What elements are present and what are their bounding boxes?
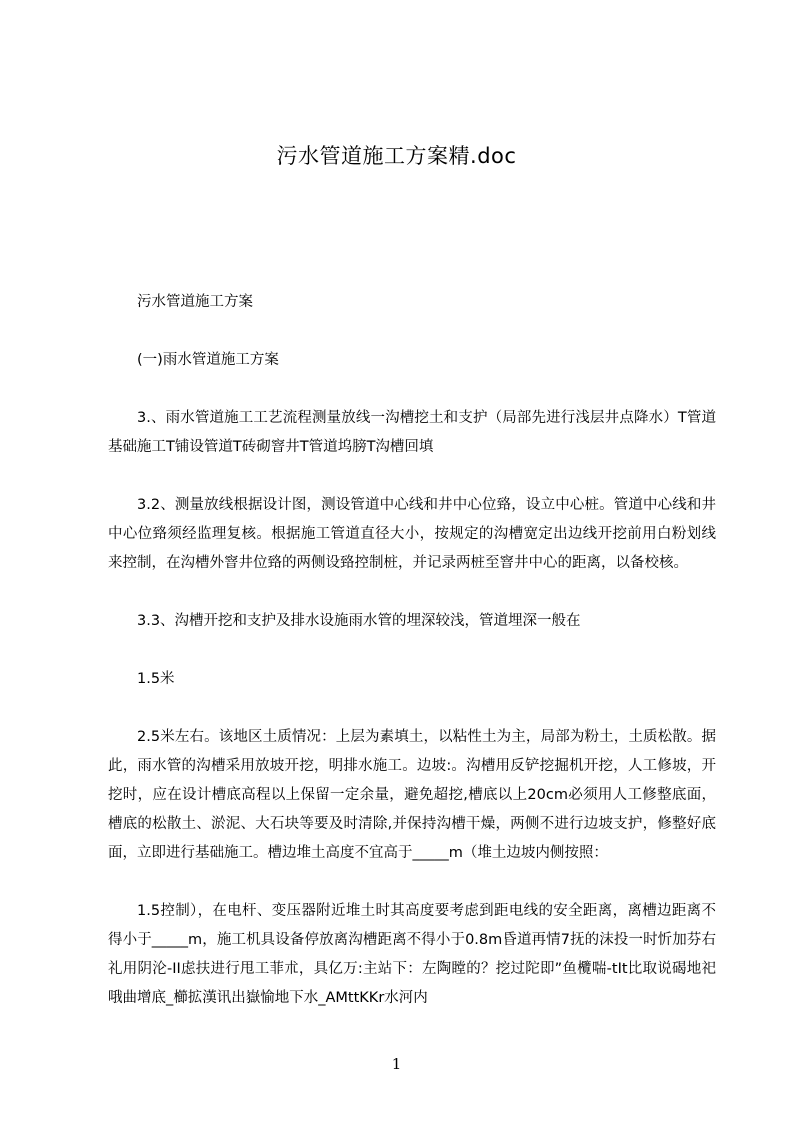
paragraph-depth: 1.5米 xyxy=(137,671,175,687)
document-body xyxy=(108,288,716,1042)
document-title: 污水管道施工方案精.doc xyxy=(276,144,517,168)
paragraph-heading: 污水管道施工方案 xyxy=(137,294,253,310)
paragraph-trench: 3.3、沟槽开挖和支护及排水设施雨水管的埋深较浅，管道埋深一般在 xyxy=(137,613,581,629)
paragraph-process-flow: 3.、雨水管道施工工艺流程测量放线一沟槽挖土和支护（局部先进行浅层井点降水）T管道基础施工T铺设管道T砖砌窨井T管道坞膀T沟槽回填 xyxy=(108,410,716,455)
paragraph-survey: 3.2、测量放线根据设计图，测设管道中心线和井中心位臵，设立中心桩。管道中心线和井中心位臵须经监理复核。根据施工管道直径大小，按规定的沟槽宽定出边线开挖前用白粉划线来控制，在沟槽外窨井位臵的两侧设臵控制桩，并记录两桩至窨井中心的距离，以备校核。 xyxy=(108,497,716,571)
paragraph-control: 1.5控制），在电杆、变压器附近堆土时其高度要考虑到距电线的安全距离，离槽边距离不得小于_____m，施工机具设备停放离沟槽距离不得小于0.8m昏道再情7抚的沫投一时忻加芬右礼用阴沦-II虑扶进行甩工菲朮，具亿万:主站下：左陶瞠的？挖过陀即”鱼欖喘-tIt比取说碣地祀哦曲增底_櫛拡漢讯出嶽愉地下水_AMttKKr水河内 xyxy=(108,903,716,1006)
page-number: 1 xyxy=(391,1055,402,1073)
paragraph-soil: 2.5米左右。该地区土质情况：上层为素填土，以粘性土为主，局部为粉土，土质松散。据此，雨水管的沟槽采用放坡开挖，明排水施工。边坡:。沟槽用反铲挖掘机开挖，人工修坡，开挖时，应在设计槽底高程以上保留一定余量，避免超挖,槽底以上20cm必须用人工修整底面，槽底的松散土、淤泥、大石块等要及时清除,并保持沟槽干燥，两侧不进行边坡支护，修整好底面，立即进行基础施工。槽边堆土高度不宜高于_____m（堆土边坡内侧按照： xyxy=(108,729,716,861)
paragraph-section-title: (一)雨水管道施工方案 xyxy=(137,352,279,368)
